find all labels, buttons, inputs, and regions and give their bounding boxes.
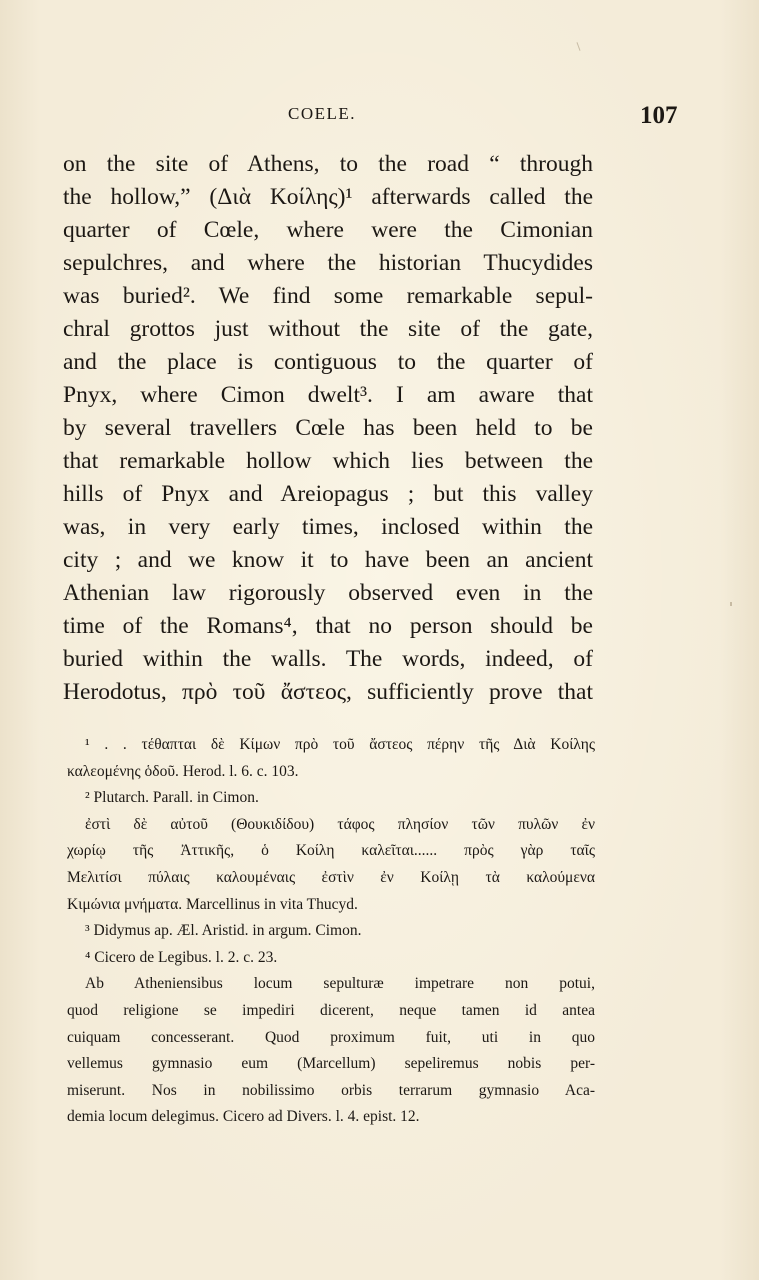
body-line: and the place is contiguous to the quarter of — [63, 349, 593, 375]
footnote-1-line: καλεομένης ὁδοῦ. Herod. l. 6. c. 103. — [67, 762, 299, 780]
footnote-2-line: ² Plutarch. Parall. in Cimon. — [85, 789, 259, 807]
body-line: that remarkable hollow which lies between the — [63, 448, 593, 474]
footnote-3-line: ³ Didymus ap. Æl. Aristid. in argum. Cimon. — [85, 922, 362, 940]
body-line: sepulchres, and where the historian Thucydides — [63, 250, 593, 276]
body-line: was buried². We find some remarkable sepul- — [63, 283, 593, 309]
footnote-4-quote-line: quod religione se impediri dicerent, neque tamen id antea — [67, 1001, 595, 1019]
paper-speck — [576, 42, 580, 51]
footnote-4-quote-line: vellemus gymnasio eum (Marcellum) sepeliremus nobis per- — [67, 1055, 595, 1073]
body-line: buried within the walls. The words, indeed, of — [63, 646, 593, 672]
body-line: chral grottos just without the site of the gate, — [63, 316, 593, 342]
running-title: COELE. — [288, 104, 357, 123]
running-head — [0, 104, 759, 128]
footnote-1-line: ¹ . . τέθαπται δὲ Κίμων πρὸ τοῦ ἄστεος πέρην τῆς Διὰ Κοίλης — [85, 736, 595, 753]
footnote-4-line: ⁴ Cicero de Legibus. l. 2. c. 23. — [85, 948, 278, 966]
footnote-2-greek-line: Κιμώνια μνήματα. Marcellinus in vita Thucyd. — [67, 895, 358, 913]
footnote-4-quote-line: miserunt. Nos in nobilissimo orbis terrarum gymnasio Aca- — [67, 1081, 595, 1099]
body-line: city ; and we know it to have been an ancient — [63, 547, 593, 573]
body-line: quarter of Cœle, where were the Cimonian — [63, 217, 593, 243]
footnote-2-greek-line: ἐστὶ δὲ αὐτοῦ (Θουκιδίδου) τάφος πλησίον τῶν πυλῶν ἐν — [85, 815, 595, 833]
main-text — [63, 148, 593, 709]
footnotes — [67, 732, 595, 1131]
body-line: hills of Pnyx and Areiopagus ; but this valley — [63, 481, 593, 507]
paper-speck — [730, 602, 732, 606]
footnote-2-greek-line: χωρίῳ τῆς Ἀττικῆς, ὁ Κοίλη καλεῖται...... πρὸς γὰρ ταῖς — [67, 842, 595, 860]
footnote-4-quote-line: demia locum delegimus. Cicero ad Divers. l. 4. epist. 12. — [67, 1108, 420, 1126]
footnote-4-quote-line: Ab Atheniensibus locum sepulturæ impetrare non potui, — [85, 975, 595, 993]
footnote-4-quote-line: cuiquam concesserant. Quod proximum fuit, uti in quo — [67, 1028, 595, 1046]
body-line: the hollow,” (Διὰ Κοίλης)¹ afterwards called the — [63, 184, 593, 210]
body-line: Pnyx, where Cimon dwelt³. I am aware that — [63, 382, 593, 408]
footnote-2-greek-line: Μελιτίσι πύλαις καλουμέναις ἐστὶν ἐν Κοίλῃ τὰ καλούμενα — [67, 868, 595, 886]
body-line: time of the Romans⁴, that no person should be — [63, 613, 593, 639]
body-line: by several travellers Cœle has been held to be — [63, 415, 593, 441]
body-line: Herodotus, πρὸ τοῦ ἄστεος, sufficiently prove that — [63, 679, 593, 705]
body-line: on the site of Athens, to the road “ through — [63, 151, 593, 177]
body-line: Athenian law rigorously observed even in the — [63, 580, 593, 606]
body-line: was, in very early times, inclosed within the — [63, 514, 593, 540]
page-number: 107 — [640, 102, 678, 129]
